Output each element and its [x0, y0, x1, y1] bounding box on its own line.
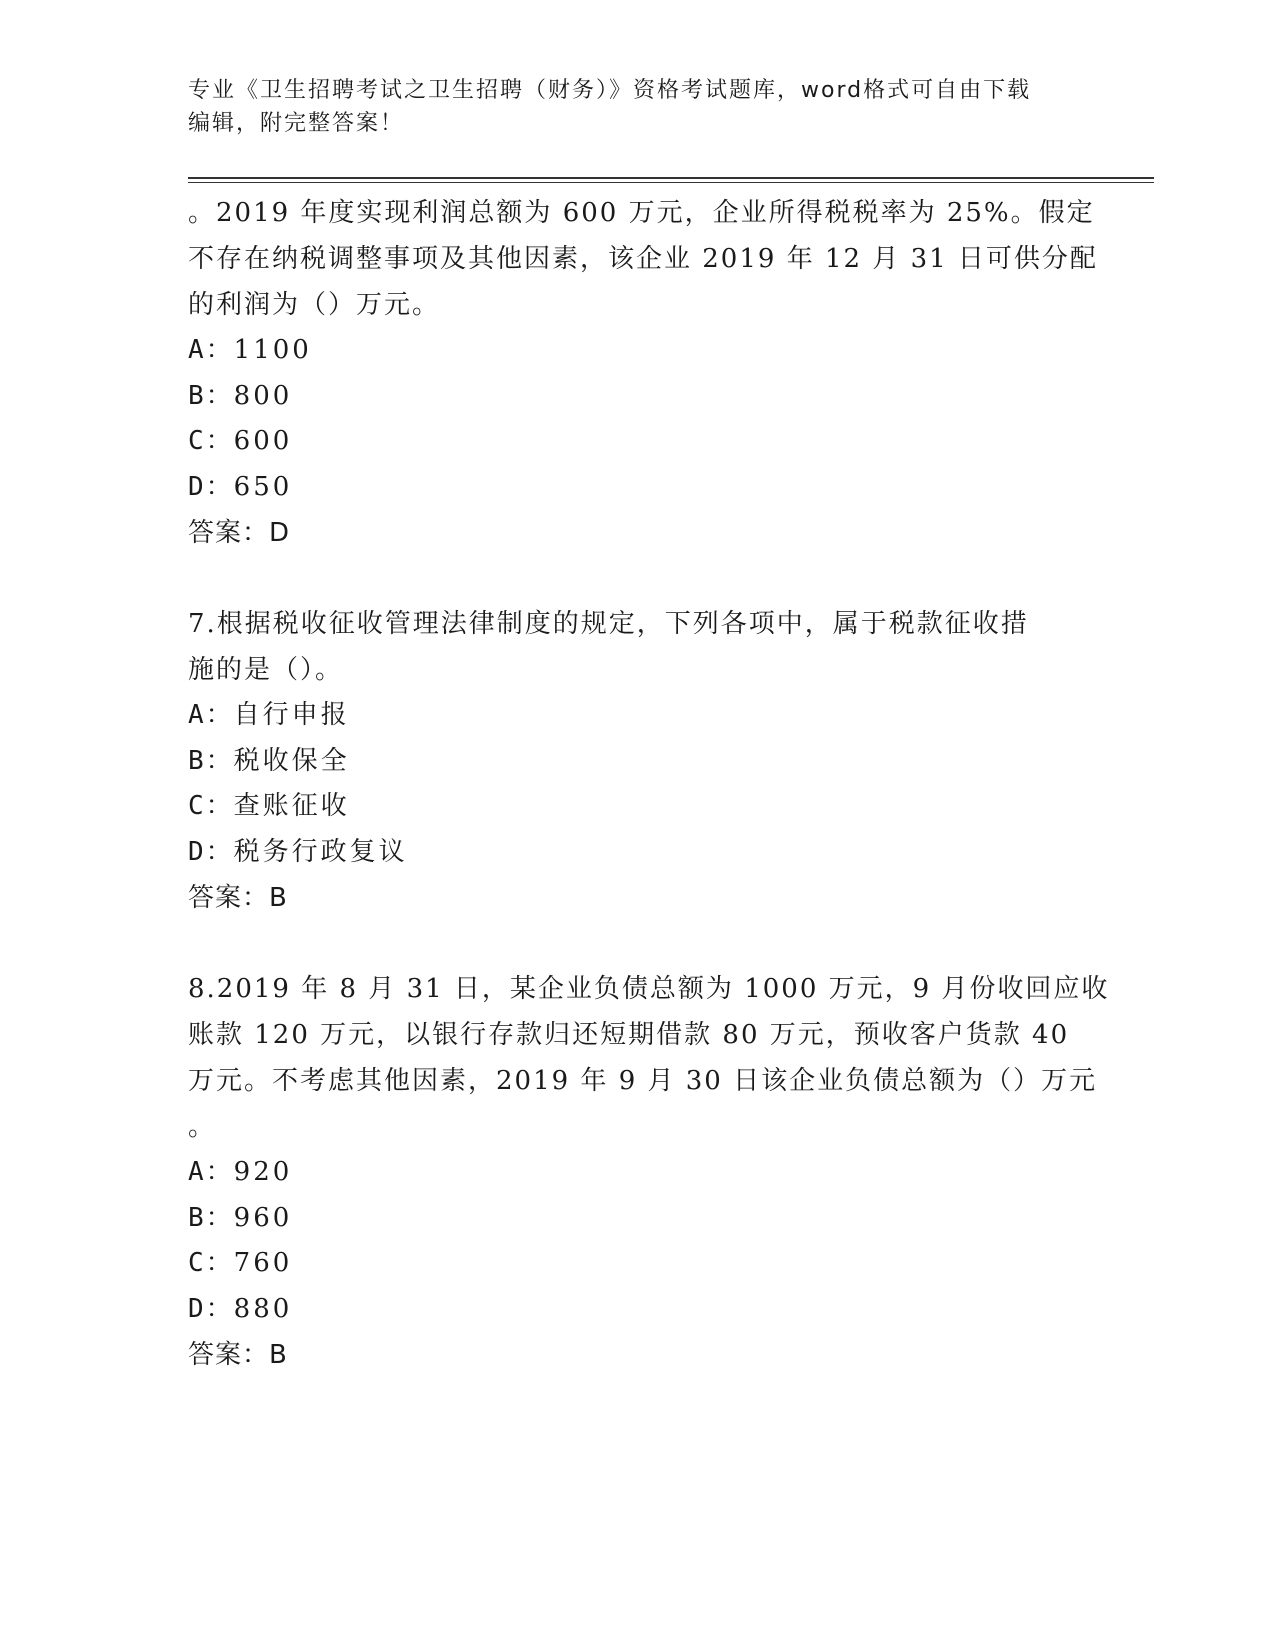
question-line: 8.2019 年 8 月 31 日，某企业负债总额为 1000 万元，9 月份收回应收: [188, 974, 1110, 1004]
document-header: [188, 74, 1088, 140]
option-key: C：: [188, 426, 234, 456]
question-block: [188, 966, 1110, 1378]
option-key: B：: [188, 380, 234, 411]
spacer: [188, 921, 1088, 966]
option-key: A：: [188, 1157, 234, 1187]
option-c: [188, 1241, 1088, 1287]
option-text: 880: [233, 1293, 293, 1324]
option-b: [188, 374, 1088, 420]
option-text: 查账征收: [233, 791, 350, 821]
option-text: 自行申报: [233, 700, 350, 730]
question-line: 账款 120 万元，以银行存款归还短期借款 80 万元，预收客户货款 40: [188, 1020, 1070, 1050]
option-key: A：: [188, 700, 234, 730]
question-line: 万元。不考虑其他因素，2019 年 9 月 30 日该企业负债总额为（）万元: [188, 1066, 1098, 1096]
option-key: B：: [188, 745, 234, 776]
option-text: 760: [233, 1248, 293, 1278]
answer-text: 答案：B: [188, 883, 288, 913]
option-key: D：: [188, 836, 234, 867]
header-divider-bottom: [188, 182, 1154, 183]
question-line: 的利润为（）万元。: [188, 290, 441, 320]
option-a: [188, 328, 1088, 374]
question-line: 不存在纳税调整事项及其他因素，该企业 2019 年 12 月 31 日可供分配: [188, 244, 1098, 274]
header-divider-top: [188, 177, 1154, 179]
option-text: 1100: [233, 335, 312, 365]
option-a: [188, 1150, 1088, 1196]
question-line: 7.根据税收征收管理法律制度的规定，下列各项中，属于税款征收措: [188, 609, 1029, 639]
question-line: 。2019 年度实现利润总额为 600 万元，企业所得税税率为 25%。假定: [188, 198, 1095, 228]
option-text: 税收保全: [233, 745, 350, 776]
option-key: C：: [188, 791, 234, 821]
option-key: D：: [188, 1293, 234, 1324]
option-d: [188, 830, 1088, 876]
option-c: [188, 784, 1088, 830]
question-text: [188, 601, 1088, 693]
option-key: D：: [188, 471, 234, 502]
option-key: C：: [188, 1248, 234, 1278]
option-text: 960: [233, 1202, 293, 1233]
option-a: [188, 693, 1088, 739]
spacer: [188, 556, 1088, 601]
option-key: B：: [188, 1202, 234, 1233]
question-line: 施的是（）。: [188, 655, 344, 685]
question-line: 。: [188, 1112, 217, 1142]
question-text: [188, 190, 1098, 328]
option-d: [188, 1287, 1088, 1333]
question-text: [188, 966, 1110, 1150]
option-b: [188, 1196, 1088, 1242]
option-text: 税务行政复议: [233, 836, 408, 867]
answer-text: 答案：B: [188, 1340, 288, 1370]
option-text: 920: [233, 1157, 293, 1187]
option-text: 800: [233, 380, 293, 411]
option-c: [188, 419, 1088, 465]
question-block: [188, 190, 1098, 556]
option-d: [188, 465, 1088, 511]
question-block: [188, 601, 1088, 921]
document-body: [188, 190, 1110, 1378]
option-b: [188, 739, 1088, 785]
option-key: A：: [188, 335, 234, 365]
header-line-1: 专业《卫生招聘考试之卫生招聘（财务）》资格考试题库，word格式可自由下载: [188, 78, 1032, 103]
answer-text: 答案：D: [188, 518, 291, 548]
option-text: 650: [233, 471, 293, 502]
header-line-2: 编辑，附完整答案！: [188, 111, 405, 136]
option-text: 600: [233, 426, 293, 456]
